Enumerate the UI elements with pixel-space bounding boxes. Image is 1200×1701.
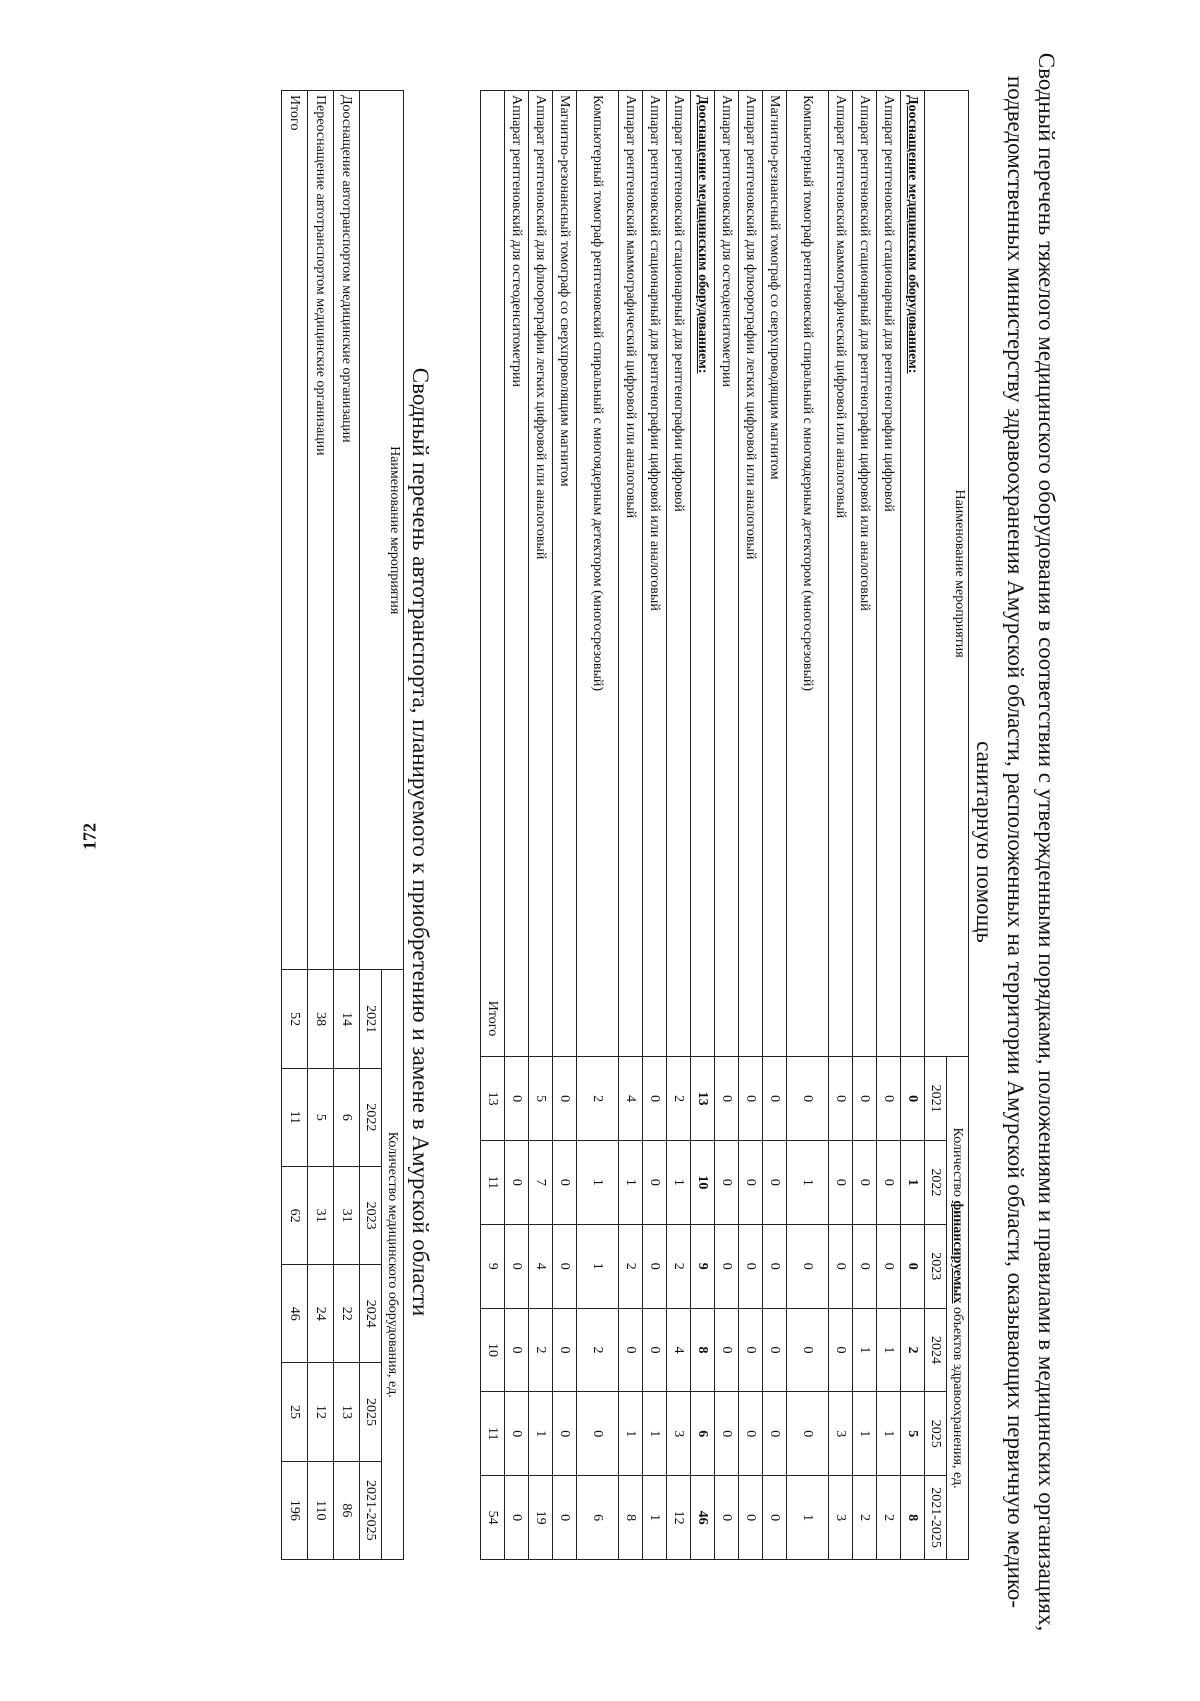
table-row	[829, 91, 853, 1560]
row-value: 11	[481, 1141, 505, 1225]
row-name: Аппарат рентгеновский для остеоденситометрии	[505, 91, 529, 1057]
row-value: 0	[829, 1057, 853, 1141]
row-value: 4	[667, 1308, 691, 1392]
row-value: 3	[829, 1392, 853, 1476]
heavy-equipment-table	[480, 90, 969, 1560]
year-header: 2024	[925, 1308, 947, 1392]
year-header: 2021-2025	[925, 1476, 947, 1560]
row-name: Компьютерный томограф рентгеновский спиральный с многоядерным детектором (многосрезовый)	[577, 91, 619, 1057]
row-value: 110	[308, 1461, 334, 1559]
row-value: 0	[505, 1057, 529, 1141]
row-value: 5	[308, 1068, 334, 1166]
row-value: 0	[901, 1057, 925, 1141]
row-value: 1	[667, 1141, 691, 1225]
row-value: 2	[577, 1057, 619, 1141]
row-value: 0	[829, 1308, 853, 1392]
row-value: 0	[763, 1308, 787, 1392]
row-value: 0	[715, 1224, 739, 1308]
row-value: 0	[553, 1392, 577, 1476]
row-value: 0	[643, 1057, 667, 1141]
row-value: 6	[334, 1068, 360, 1166]
row-value: 0	[505, 1392, 529, 1476]
row-value: 8	[901, 1476, 925, 1560]
row-value: 196	[282, 1461, 308, 1559]
row-value: 0	[853, 1141, 877, 1225]
row-value: 0	[763, 1141, 787, 1225]
table2-title: Сводный перечень автотранспорта, планируемого к приобретению и замене в Амурской области	[408, 367, 433, 1317]
row-value: 0	[787, 1057, 829, 1141]
row-value: 0	[739, 1476, 763, 1560]
row-value: 0	[643, 1141, 667, 1225]
row-value: 0	[505, 1476, 529, 1560]
row-value: 0	[829, 1224, 853, 1308]
row-value: 2	[877, 1476, 901, 1560]
year-header: 2025	[925, 1392, 947, 1476]
table-row	[901, 91, 925, 1560]
row-value: 0	[739, 1224, 763, 1308]
row-name: Дооснащение автотранспортом медицинские организации	[334, 91, 360, 970]
row-value: 62	[282, 1166, 308, 1264]
table2-header-name: Наименование мероприятия	[360, 91, 404, 970]
row-value: 8	[619, 1476, 643, 1560]
row-value: 5	[529, 1057, 553, 1141]
row-value: 7	[529, 1141, 553, 1225]
row-value: 2	[529, 1308, 553, 1392]
row-value: 2	[667, 1224, 691, 1308]
row-name: Аппарат рентгеновский стационарный для рентгенографии цифровой или аналоговый	[643, 91, 667, 1057]
table-row	[853, 91, 877, 1560]
row-value: 1	[643, 1476, 667, 1560]
row-value: 24	[308, 1265, 334, 1363]
row-value: 2	[901, 1308, 925, 1392]
row-value: 13	[334, 1363, 360, 1461]
table-row	[577, 91, 619, 1560]
row-value: 0	[715, 1476, 739, 1560]
row-value: 0	[553, 1308, 577, 1392]
table1-header-name: Наименование мероприятия	[925, 91, 969, 1057]
row-value: 5	[901, 1392, 925, 1476]
row-value: 46	[282, 1265, 308, 1363]
table-row	[643, 91, 667, 1560]
row-value: 25	[282, 1363, 308, 1461]
table-row	[481, 91, 505, 1560]
row-name: Дооснащение медицинским оборудованием:	[901, 91, 925, 1057]
table-row	[715, 91, 739, 1560]
row-name: Аппарат рентгеновский маммографический цифровой или аналоговый	[619, 91, 643, 1057]
row-name: Аппарат рентгеновский стационарный для рентгенографии цифровой	[667, 91, 691, 1057]
row-value: 0	[787, 1392, 829, 1476]
row-name: Аппарат рентгеновский для остеоденситометрии	[715, 91, 739, 1057]
row-name: Аппарат рентгеновский для флюорографии легких цифровой или аналоговый	[739, 91, 763, 1057]
row-value: 31	[308, 1166, 334, 1264]
row-value: 1	[529, 1392, 553, 1476]
row-value: 1	[619, 1141, 643, 1225]
row-value: 1	[877, 1392, 901, 1476]
row-name: Аппарат рентгеновский стационарный для рентгенографии цифровой или аналоговый	[853, 91, 877, 1057]
year-header: 2021	[360, 970, 382, 1068]
table1-header-group: Количество финансируемых объектов здравоохранения, ед.	[947, 1057, 969, 1560]
row-value: 0	[739, 1057, 763, 1141]
row-value: 52	[282, 970, 308, 1068]
table-row	[308, 91, 334, 1560]
row-value: 0	[505, 1141, 529, 1225]
row-name: Компьютерный томограф рентгеновский спиральный с многоядерным детектором (многосрезовый)	[787, 91, 829, 1057]
row-value: 46	[691, 1476, 715, 1560]
row-value: 10	[691, 1141, 715, 1225]
row-value: 3	[667, 1392, 691, 1476]
row-value: 0	[715, 1308, 739, 1392]
row-value: 0	[853, 1224, 877, 1308]
row-value: 0	[763, 1057, 787, 1141]
row-value: 0	[787, 1224, 829, 1308]
row-value: 4	[529, 1224, 553, 1308]
row-value: 0	[739, 1141, 763, 1225]
row-name: Переоснащение автотранспортом медицинские организации	[308, 91, 334, 970]
table-row	[667, 91, 691, 1560]
row-value: 2	[577, 1308, 619, 1392]
row-value: 54	[481, 1476, 505, 1560]
table-row	[739, 91, 763, 1560]
row-name: Аппарат рентгеновский маммографический цифровой или аналоговый	[829, 91, 853, 1057]
row-value: 13	[691, 1057, 715, 1141]
year-header: 2022	[360, 1068, 382, 1166]
row-value: 8	[691, 1308, 715, 1392]
row-value: 31	[334, 1166, 360, 1264]
row-value: 86	[334, 1461, 360, 1559]
year-header: 2025	[360, 1363, 382, 1461]
year-header: 2022	[925, 1141, 947, 1225]
row-value: 0	[739, 1308, 763, 1392]
row-value: 38	[308, 970, 334, 1068]
row-value: 0	[505, 1308, 529, 1392]
year-header: 2023	[360, 1166, 382, 1264]
row-value: 0	[553, 1476, 577, 1560]
row-name: Аппарат рентгеновский для флюорографии легких цифровой или аналоговый	[529, 91, 553, 1057]
row-value: 0	[715, 1057, 739, 1141]
row-value: 0	[715, 1392, 739, 1476]
row-value: 13	[481, 1057, 505, 1141]
row-name: Аппарат рентгеновский стационарный для рентгенографии цифровой	[877, 91, 901, 1057]
table-row	[334, 91, 360, 1560]
row-value: 11	[481, 1392, 505, 1476]
row-value: 10	[481, 1308, 505, 1392]
page-number: 172	[79, 823, 100, 850]
table2-header-group: Количество медицинского оборудования, ед.	[382, 970, 404, 1560]
row-value: 1	[853, 1392, 877, 1476]
row-value: 22	[334, 1265, 360, 1363]
row-value: 0	[619, 1308, 643, 1392]
row-name: Итого	[282, 91, 308, 970]
row-name: Дооснащение медицинским оборудованием:	[691, 91, 715, 1057]
row-value: 0	[787, 1308, 829, 1392]
row-value: 0	[763, 1476, 787, 1560]
table-row	[282, 91, 308, 1560]
row-value: 1	[901, 1141, 925, 1225]
table-row	[763, 91, 787, 1560]
row-value: 1	[643, 1392, 667, 1476]
row-value: 14	[334, 970, 360, 1068]
row-value: 0	[877, 1057, 901, 1141]
row-value: 2	[853, 1476, 877, 1560]
row-value: 0	[877, 1224, 901, 1308]
row-value: 0	[577, 1392, 619, 1476]
row-value: 11	[282, 1068, 308, 1166]
table-row	[505, 91, 529, 1560]
row-value: 0	[763, 1392, 787, 1476]
row-value: 0	[553, 1224, 577, 1308]
table-row	[877, 91, 901, 1560]
row-value: 1	[577, 1141, 619, 1225]
row-value: 0	[877, 1141, 901, 1225]
row-value: 6	[577, 1476, 619, 1560]
table-row	[787, 91, 829, 1560]
row-value: 12	[308, 1363, 334, 1461]
year-header: 2021-2025	[360, 1461, 382, 1559]
rotated-landscape-page	[162, 52, 1062, 1632]
year-header: 2023	[925, 1224, 947, 1308]
row-value: 6	[691, 1392, 715, 1476]
row-value: 2	[667, 1057, 691, 1141]
row-value: 0	[763, 1224, 787, 1308]
row-value: 9	[691, 1224, 715, 1308]
table-row	[553, 91, 577, 1560]
table-row	[529, 91, 553, 1560]
row-value: 4	[619, 1057, 643, 1141]
row-value: 0	[505, 1224, 529, 1308]
row-value: 2	[619, 1224, 643, 1308]
row-value: 1	[577, 1224, 619, 1308]
row-value: 0	[853, 1057, 877, 1141]
row-value: 1	[787, 1476, 829, 1560]
row-value: 0	[739, 1392, 763, 1476]
row-name: Магнитно-резонансный томограф со сверхпроволящим магнитом	[553, 91, 577, 1057]
row-name: Магнитно-резнансный томограф со сверхпроводящим магнитом	[763, 91, 787, 1057]
row-value: 0	[553, 1057, 577, 1141]
row-value: 0	[901, 1224, 925, 1308]
row-value: 1	[787, 1141, 829, 1225]
row-value: 0	[553, 1141, 577, 1225]
row-value: 12	[667, 1476, 691, 1560]
vehicles-table	[281, 90, 404, 1560]
row-value: 1	[619, 1392, 643, 1476]
year-header: 2021	[925, 1057, 947, 1141]
row-value: 0	[829, 1141, 853, 1225]
row-value: 0	[643, 1308, 667, 1392]
row-name: Итого	[481, 91, 505, 1057]
year-header: 2024	[360, 1265, 382, 1363]
row-value: 0	[643, 1224, 667, 1308]
row-value: 3	[829, 1476, 853, 1560]
row-value: 0	[715, 1141, 739, 1225]
table1-title: Сводный перечень тяжелого медицинского оборудования в соответствии с утвержденными порядками, положениями и правилами в медицинских организациях, подведомственных министерству здравоохранения Амурской области, расположенных на территории Амурской области, оказывающих первичную медико-санитарную помощь	[972, 52, 1059, 1632]
table-row	[619, 91, 643, 1560]
table-row	[691, 91, 715, 1560]
row-value: 1	[853, 1308, 877, 1392]
row-value: 1	[877, 1308, 901, 1392]
row-value: 19	[529, 1476, 553, 1560]
row-value: 9	[481, 1224, 505, 1308]
